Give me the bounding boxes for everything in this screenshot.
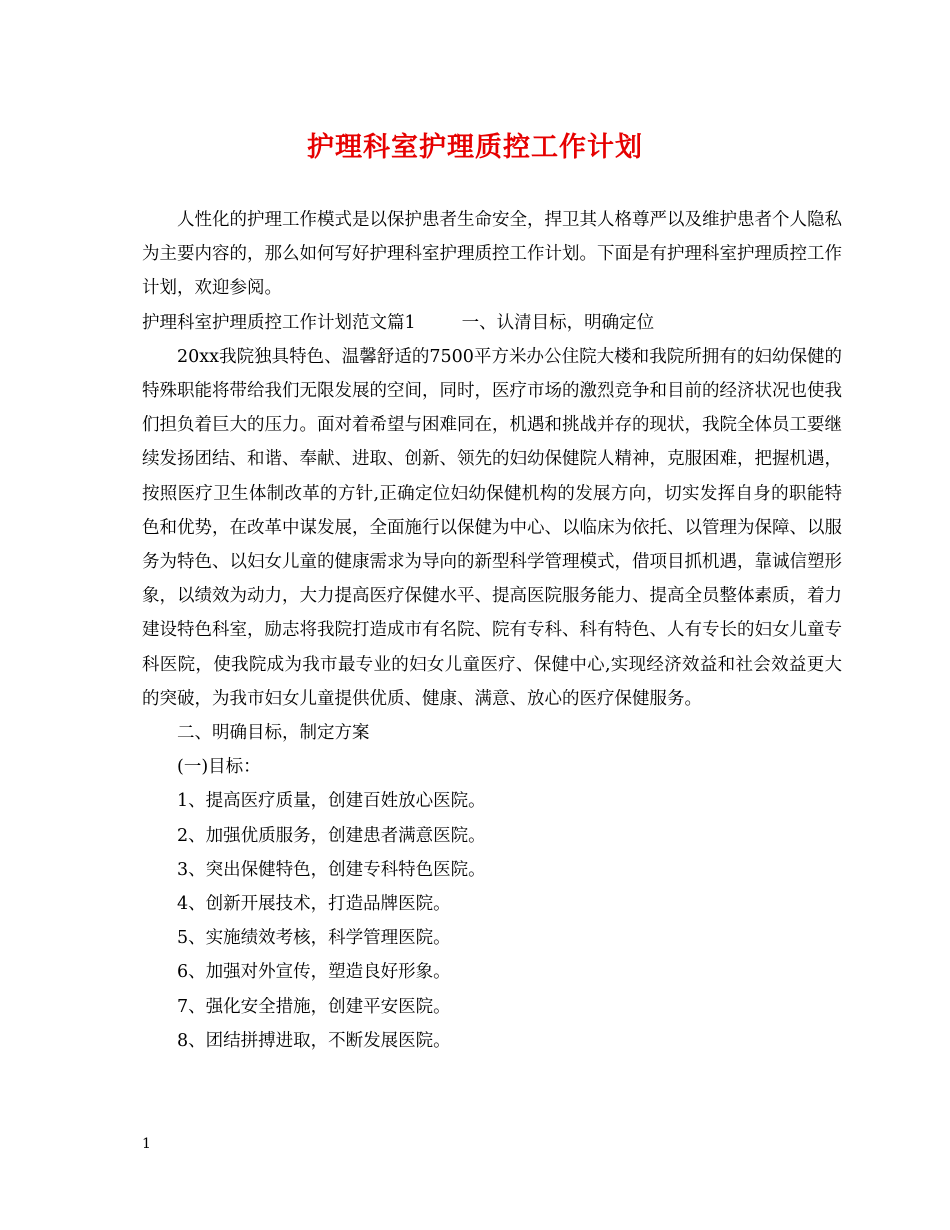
goal-item: 5、实施绩效考核，科学管理医院。 — [177, 928, 451, 949]
goal-item: 8、团结拼搏进取，不断发展医院。 — [177, 1030, 451, 1051]
goal-item: 7、强化安全措施，创建平安医院。 — [177, 996, 451, 1017]
goal-item: 3、突出保健特色，创建专科特色医院。 — [177, 859, 486, 880]
heading-1: 一、认清目标，明确定位 — [461, 312, 655, 333]
sub-heading: (一)目标： — [177, 757, 261, 778]
goal-item: 2、加强优质服务，创建患者满意医院。 — [177, 825, 486, 846]
document-body — [142, 203, 842, 1058]
goal-item: 4、创新开展技术，打造品牌医院。 — [177, 894, 451, 915]
page-number: 1 — [142, 1136, 151, 1152]
section-line — [142, 306, 842, 340]
intro-paragraph: 人性化的护理工作模式是以保护患者生命安全，捍卫其人格尊严以及维护患者个人隐私为主要内容的，那么如何写好护理科室护理质控工作计划。下面是有护理科室护理质控工作计划，欢迎参阅。 — [142, 210, 842, 299]
paragraph-1: 20xx我院独具特色、温馨舒适的7500平方米办公住院大楼和我院所拥有的妇幼保健的特殊职能将带给我们无限发展的空间，同时，医疗市场的激烈竞争和目前的经济状况也使我们担负着巨大的压力。面对着希望与困难同在，机遇和挑战并存的现状，我院全体员工要继续发扬团结、和谐、奉献、进取、创新、领先的妇幼保健院人精神，克服困难，把握机遇，按照医疗卫生体制改革的方针,正确定位妇幼保健机构的发展方向，切实发挥自身的职能特色和优势，在改革中谋发展，全面施行以保健为中心、以临床为依托、以管理为保障、以服务为特色、以妇女儿童的健康需求为导向的新型科学管理模式，借项目抓机遇，靠诚信塑形象，以绩效为动力，大力提高医疗保健水平、提高医院服务能力、提高全员整体素质，着力建设特色科室，励志将我院打造成市有名院、院有专科、科有特色、人有专长的妇女儿童专科医院，使我院成为我市最专业的妇女儿童医疗、保健中心,实现经济效益和社会效益更大的突破，为我市妇女儿童提供优质、健康、满意、放心的医疗保健服务。 — [142, 346, 842, 709]
document-title: 护理科室护理质控工作计划 — [307, 132, 643, 163]
goal-item: 6、加强对外宣传，塑造良好形象。 — [177, 962, 451, 983]
section-title: 护理科室护理质控工作计划范文篇1 — [142, 312, 416, 333]
goal-item: 1、提高医疗质量，创建百姓放心医院。 — [177, 791, 486, 812]
heading-2: 二、明确目标，制定方案 — [177, 723, 370, 744]
